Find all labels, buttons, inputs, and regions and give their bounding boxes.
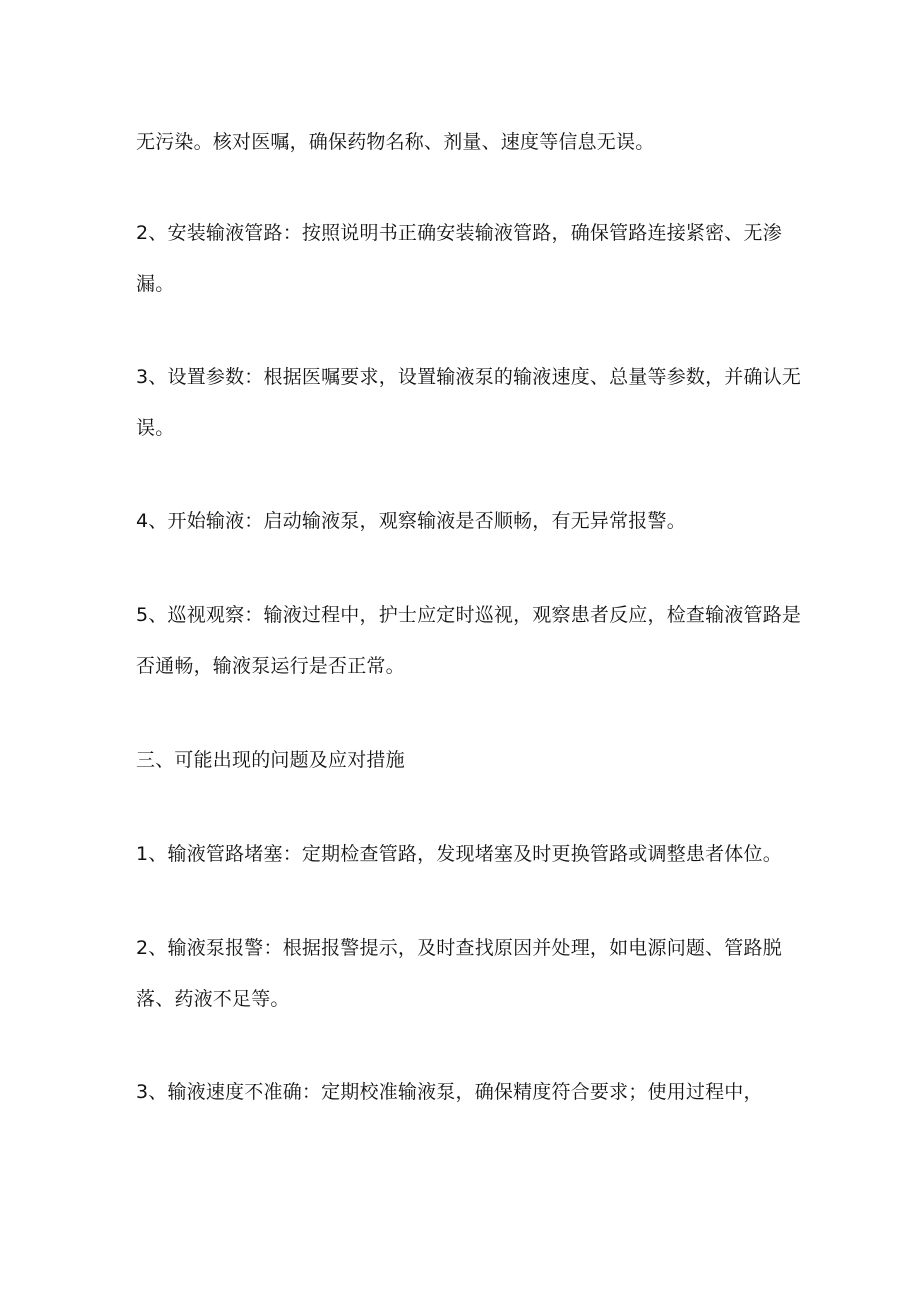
text-line-step-5: 5、巡视观察：输液过程中，护士应定时巡视，观察患者反应，检查输液管路是 — [136, 604, 802, 626]
text-line-problem-2: 2、输液泵报警：根据报警提示，及时查找原因并处理，如电源问题、管路脱 — [136, 937, 782, 959]
text-line-step-3: 3、设置参数：根据医嘱要求，设置输液泵的输液速度、总量等参数，并确认无 — [136, 366, 802, 388]
text-line-problem-2-cont: 落、药液不足等。 — [136, 988, 290, 1010]
text-line-step-5-cont: 否通畅，输液泵运行是否正常。 — [136, 655, 405, 677]
text-line-problem-1: 1、输液管路堵塞：定期检查管路，发现堵塞及时更换管路或调整患者体位。 — [136, 843, 782, 865]
text-line-step-3-cont: 误。 — [136, 417, 175, 439]
text-line-continuation: 无污染。核对医嘱，确保药物名称、剂量、速度等信息无误。 — [136, 131, 655, 153]
section-heading-3: 三、可能出现的问题及应对措施 — [136, 749, 405, 771]
text-line-step-2: 2、安装输液管路：按照说明书正确安装输液管路，确保管路连接紧密、无渗 — [136, 222, 782, 244]
text-line-step-4: 4、开始输液：启动输液泵，观察输液是否顺畅，有无异常报警。 — [136, 510, 686, 532]
text-line-problem-3: 3、输液速度不准确：定期校准输液泵，确保精度符合要求；使用过程中， — [136, 1081, 763, 1103]
text-line-step-2-cont: 漏。 — [136, 273, 175, 295]
